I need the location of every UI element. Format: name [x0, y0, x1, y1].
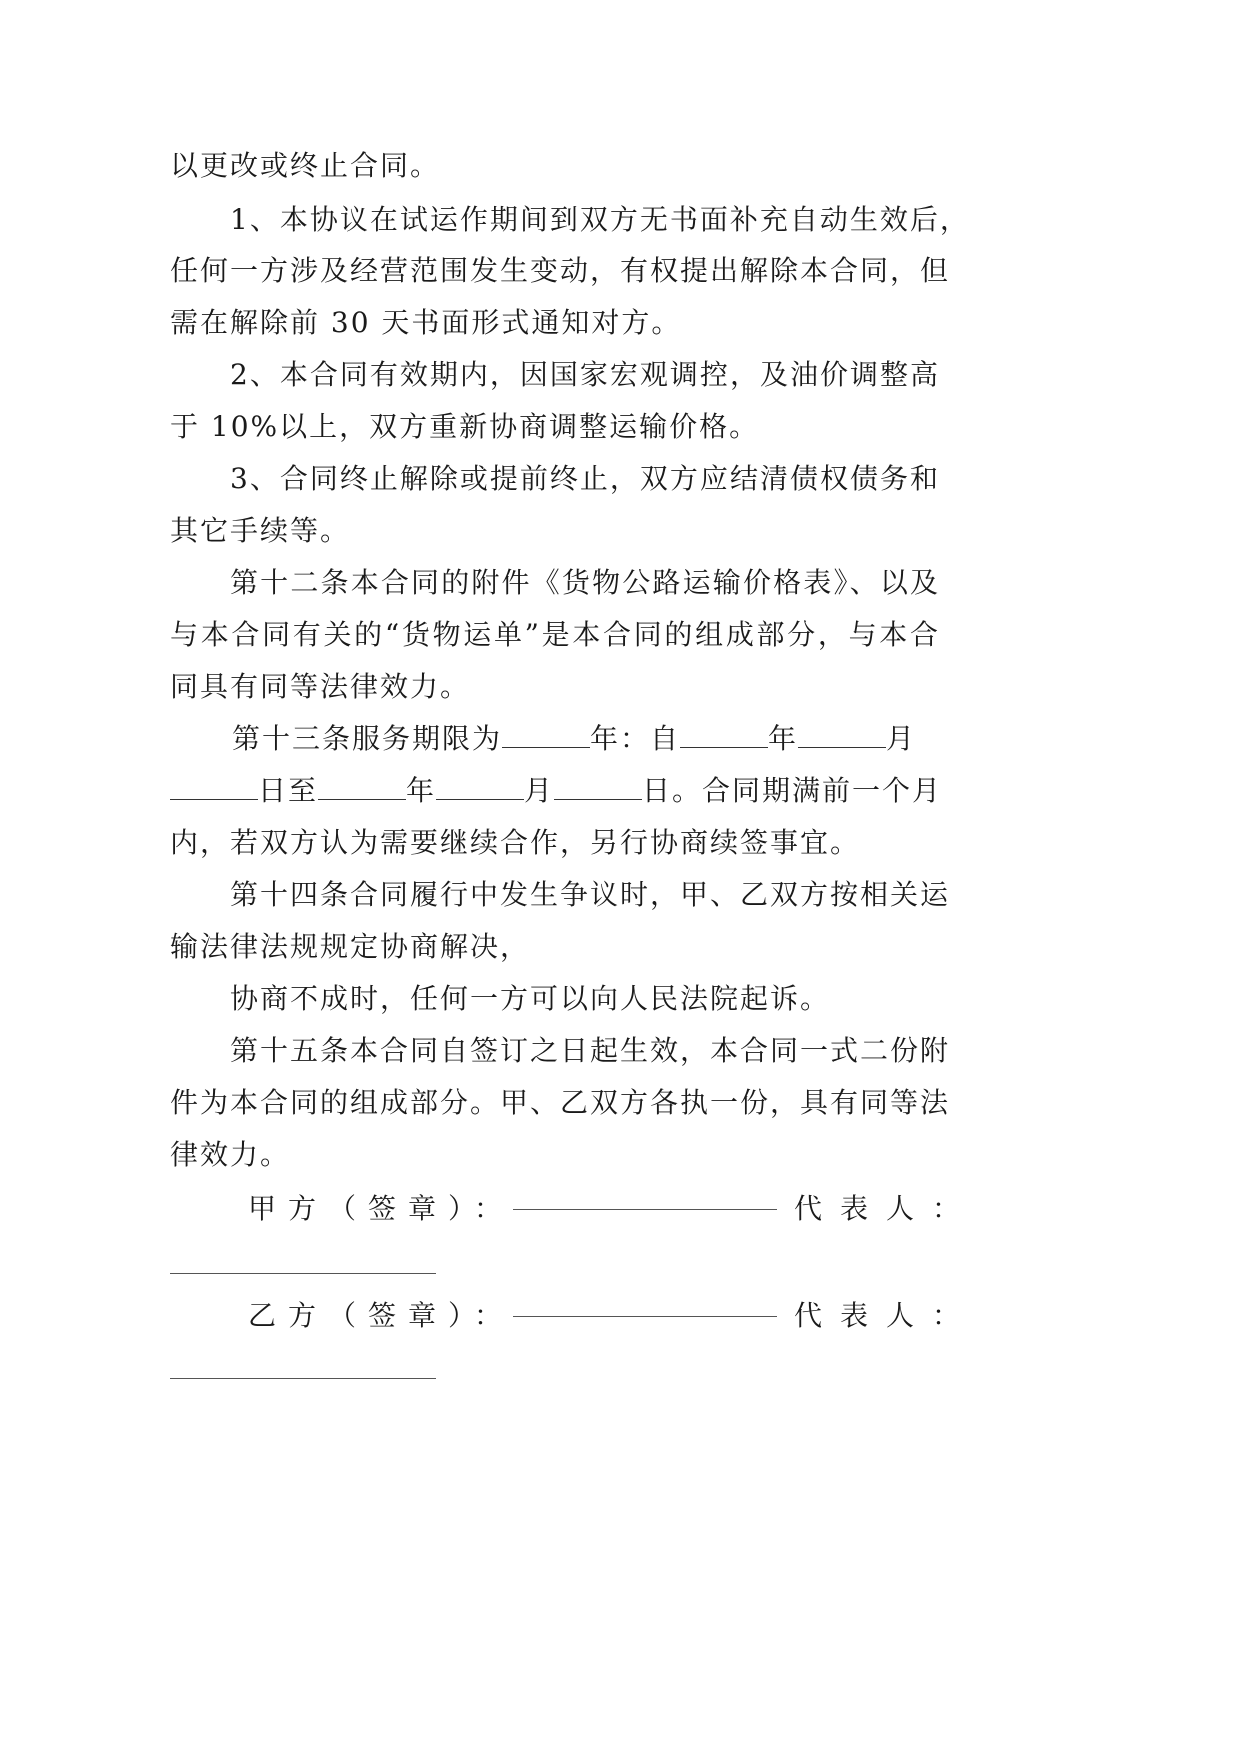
paragraph-line: 同具有同等法律效力。 [170, 670, 471, 703]
party-a-rep-blank [170, 1273, 436, 1274]
start-day-blank [170, 775, 258, 800]
paragraph-line: 协商不成时，任何一方可以向人民法院起诉。 [230, 982, 831, 1015]
paragraph-line: 2、本合同有效期内，因国家宏观调控，及油价调整高 [230, 358, 940, 391]
party-b-sign-blank [513, 1316, 777, 1317]
start-month-blank [798, 723, 886, 748]
paragraph-line: 律效力。 [170, 1138, 291, 1171]
party-b-rep-blank [170, 1378, 436, 1379]
years-blank [502, 723, 590, 748]
party-b-signature-row [248, 1296, 979, 1336]
term-text: 第十三条服务期限为 [232, 722, 503, 755]
paragraph-line: 件为本合同的组成部分。甲、乙双方各执一份，具有同等法 [170, 1086, 951, 1119]
paragraph-line: 第十五条本合同自签订之日起生效，本合同一式二份附 [230, 1034, 951, 1067]
term-text: 年 [768, 722, 799, 755]
party-a-rep-label: 代表人： [794, 1192, 979, 1225]
paragraph-line: 与本合同有关的“货物运单”是本合同的组成部分，与本合 [170, 618, 940, 651]
paragraph-line: 内，若双方认为需要继续合作，另行协商续签事宜。 [170, 826, 861, 859]
paragraph-line: 任何一方涉及经营范围发生变动，有权提出解除本合同，但 [170, 254, 951, 287]
party-b-label: 乙方（签章）： [248, 1299, 515, 1332]
party-a-label: 甲方（签章）： [248, 1192, 515, 1225]
paragraph-line: 其它手续等。 [170, 514, 351, 547]
term-text: 日至 [258, 774, 319, 807]
term-text: 年 [406, 774, 437, 807]
paragraph-line: 输法律法规规定协商解决， [170, 930, 531, 963]
paragraph-line: 以更改或终止合同。 [170, 149, 441, 182]
paragraph-line: 1、本协议在试运作期间到双方无书面补充自动生效后， [230, 203, 970, 236]
party-b-rep-label: 代表人： [794, 1299, 979, 1332]
term-clause-line-1 [232, 719, 940, 759]
paragraph-line: 第十四条合同履行中发生争议时，甲、乙双方按相关运 [230, 878, 951, 911]
party-a-sign-blank [513, 1209, 777, 1210]
term-text: 日。合同期满前一个月 [642, 774, 943, 807]
term-text: 年：自 [590, 722, 681, 755]
term-text: 月 [524, 774, 555, 807]
term-text: 月 [886, 722, 917, 755]
paragraph-line: 第十二条本合同的附件《货物公路运输价格表》、以及 [230, 566, 940, 599]
party-a-signature-row [248, 1189, 979, 1229]
end-day-blank [554, 775, 642, 800]
end-year-blank [318, 775, 406, 800]
end-month-blank [436, 775, 524, 800]
paragraph-line: 3、合同终止解除或提前终止，双方应结清债权债务和 [230, 462, 940, 495]
paragraph-line: 需在解除前 30 天书面形式通知对方。 [170, 306, 682, 339]
start-year-blank [680, 723, 768, 748]
paragraph-line: 于 10%以上，双方重新协商调整运输价格。 [170, 410, 760, 443]
term-clause-line-2 [170, 771, 943, 811]
